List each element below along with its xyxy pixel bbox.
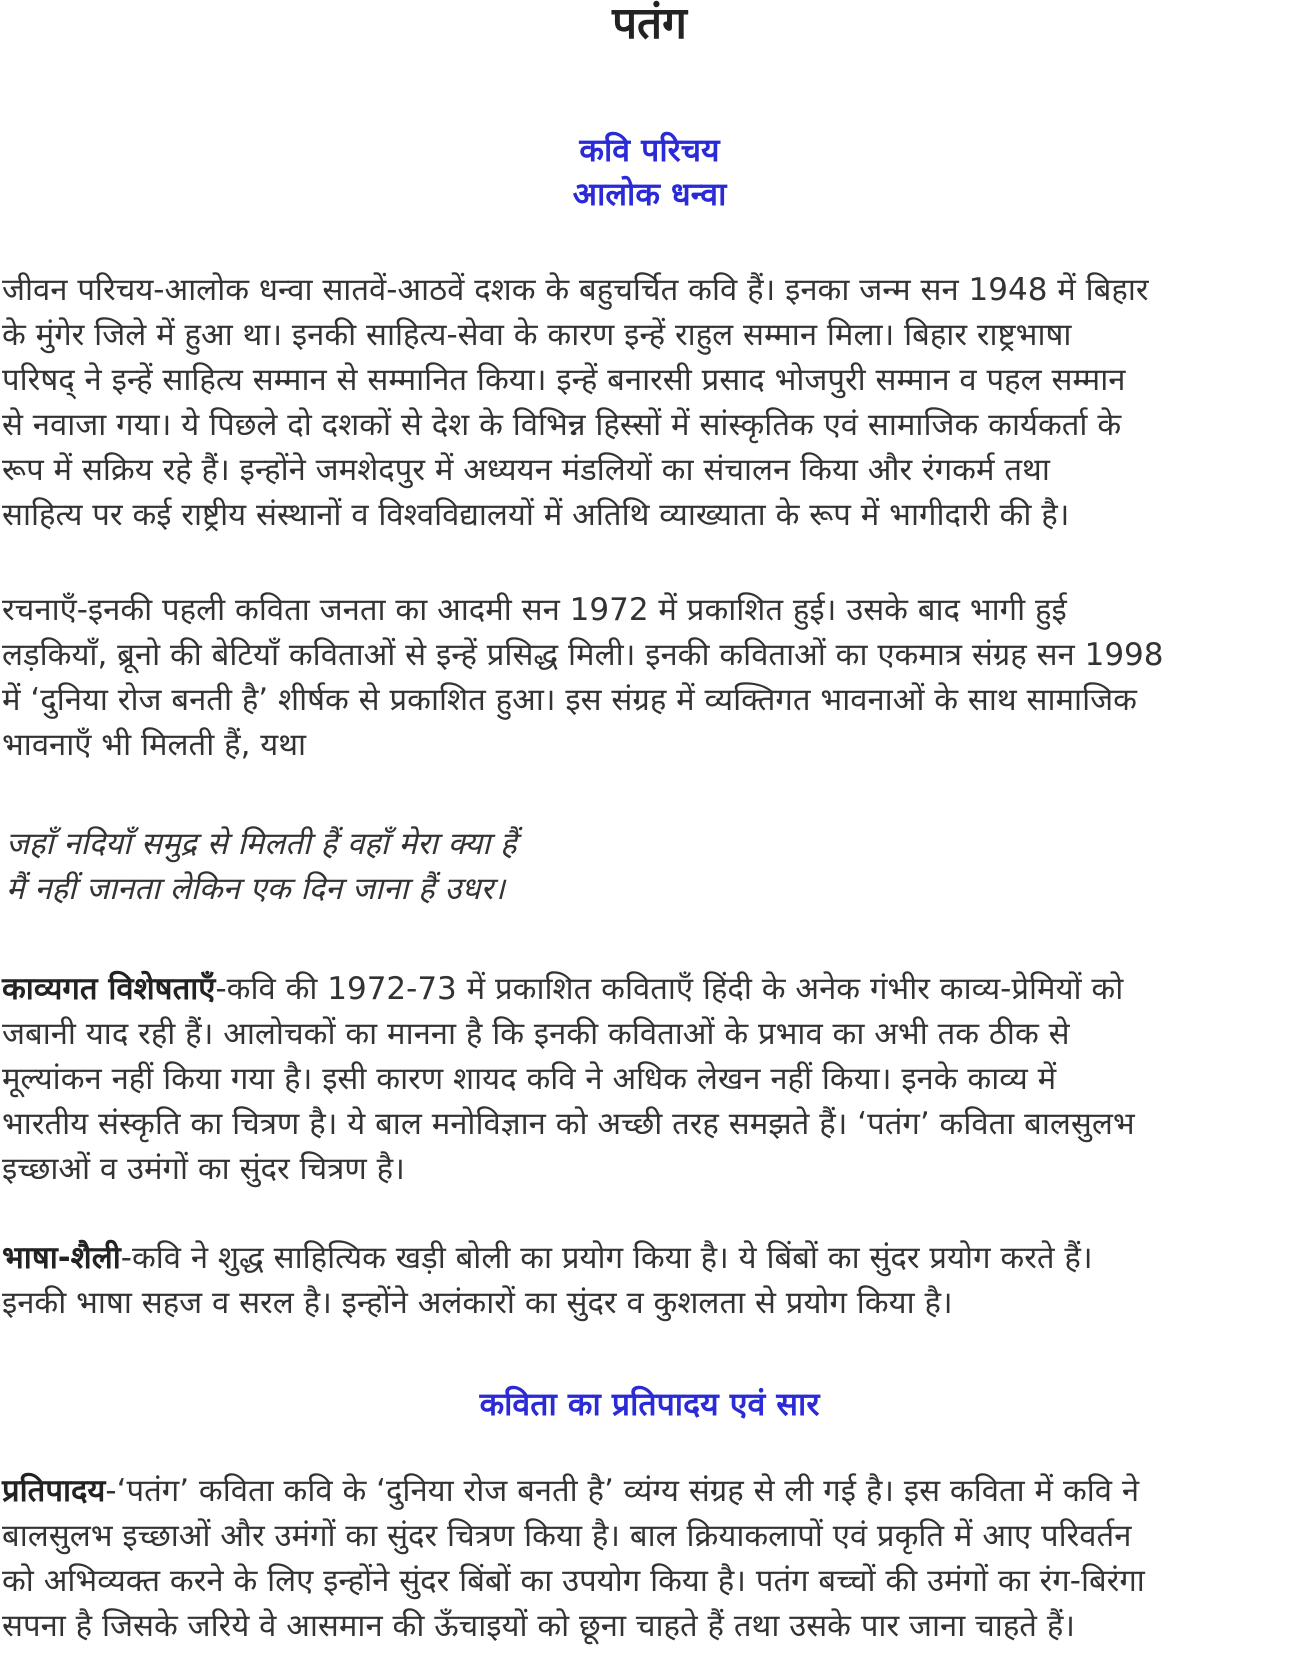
text-line: मूल्यांकन नहीं किया गया है। इसी कारण शायद कवि ने अधिक लेखन नहीं किया। इनके काव्य में bbox=[2, 1061, 1057, 1097]
text-line: सपना है जिसके जरिये वे आसमान की ऊँचाइयों को छूना चाहते हैं तथा उसके पार जाना चाहते हैं। bbox=[2, 1608, 1076, 1644]
text-line: साहित्य पर कई राष्ट्रीय संस्थानों व विश्वविद्यालयों में अतिथि व्याख्याता के रूप में भागीदारी की है। bbox=[2, 497, 1070, 533]
poem-line: मैं नहीं जानता लेकिन एक दिन जाना हैं उधर। bbox=[6, 871, 505, 907]
text-line: इच्छाओं व उमंगों का सुंदर चित्रण है। bbox=[2, 1151, 405, 1187]
text-line: भारतीय संस्कृति का चित्रण है। ये बाल मनोविज्ञान को अच्छी तरह समझते हैं। ‘पतंग’ कविता बालसुलभ bbox=[2, 1106, 1135, 1142]
text-line: के मुंगेर जिले में हुआ था। इनकी साहित्य-सेवा के कारण इन्हें राहुल सम्मान मिला। बिहार राष्ट्रभाषा bbox=[2, 317, 1072, 353]
page-title: पतंग bbox=[612, 0, 687, 49]
text-line: रूप में सक्रिय रहे हैं। इन्होंने जमशेदपुर में अध्ययन मंडलियों का संचालन किया और रंगकर्म तथा bbox=[2, 452, 1050, 488]
paragraph-kavyagat-visheshtayen bbox=[2, 967, 1299, 1192]
text-run: -कवि की 1972-73 में प्रकाशित कविताएँ हिंदी के अनेक गंभीर काव्य-प्रेमियों को bbox=[215, 971, 1124, 1007]
text-run: -कवि ने शुद्ध साहित्यिक खड़ी बोली का प्रयोग किया है। ये बिंबों का सुंदर प्रयोग करते हैं। bbox=[120, 1240, 1093, 1276]
poet-name-heading: आलोक धन्वा bbox=[572, 175, 727, 213]
text-line: रचनाएँ-इनकी पहली कविता जनता का आदमी सन 1972 में प्रकाशित हुई। उसके बाद भागी हुई bbox=[2, 592, 1067, 628]
text-line: इनकी भाषा सहज व सरल है। इन्होंने अलंकारों का सुंदर व कुशलता से प्रयोग किया है। bbox=[2, 1285, 953, 1321]
poem-excerpt bbox=[6, 822, 1299, 912]
paragraph-jeevan-parichay bbox=[2, 268, 1299, 538]
text-line: को अभिव्यक्त करने के लिए इन्होंने सुंदर बिंबों का उपयोग किया है। पतंग बच्चों की उमंगों का रंग-बिरंगा bbox=[2, 1563, 1145, 1599]
paragraph-lead: भाषा-शैली bbox=[2, 1240, 121, 1276]
text-line: लड़कियाँ, ब्रूनो की बेटियाँ कविताओं से इन्हें प्रसिद्ध मिली। इनकी कविताओं का एकमात्र संग्रह सन 1998 bbox=[2, 637, 1164, 673]
text-line: बालसुलभ इच्छाओं और उमंगों का सुंदर चित्रण किया है। बाल क्रियाकलापों एवं प्रकृति में आए परिवर्तन bbox=[2, 1518, 1132, 1554]
text-line: जबानी याद रही हैं। आलोचकों का मानना है कि इनकी कविताओं के प्रभाव का अभी तक ठीक से bbox=[2, 1016, 1070, 1052]
text-line: भावनाएँ भी मिलती हैं, यथा bbox=[2, 727, 307, 763]
section-heading-pratipadya-saar: कविता का प्रतिपादय एवं सार bbox=[479, 1385, 820, 1423]
text-line bbox=[2, 1236, 1299, 1281]
paragraph-pratipadya bbox=[2, 1469, 1299, 1649]
section-heading-kavi-parichay: कवि परिचय bbox=[579, 131, 720, 169]
text-line: जीवन परिचय-आलोक धन्वा सातवें-आठवें दशक के बहुचर्चित कवि हैं। इनका जन्म सन 1948 में बिहार bbox=[2, 272, 1149, 308]
paragraph-lead: प्रतिपादय bbox=[2, 1473, 106, 1509]
text-line: से नवाजा गया। ये पिछले दो दशकों से देश के विभिन्न हिस्सों में सांस्कृतिक एवं सामाजिक कार्यकर्ता के bbox=[2, 407, 1122, 443]
text-line: परिषद् ने इन्हें साहित्य सम्मान से सम्मानित किया। इन्हें बनारसी प्रसाद भोजपुरी सम्मान व पहल सम्मान bbox=[2, 362, 1126, 398]
text-line bbox=[2, 967, 1299, 1012]
paragraph-rachnayen bbox=[2, 588, 1299, 768]
paragraph-bhasha-shaili bbox=[2, 1236, 1299, 1326]
paragraph-lead: काव्यगत विशेषताएँ bbox=[2, 971, 216, 1007]
text-run: -‘पतंग’ कविता कवि के ‘दुनिया रोज बनती है’ व्यंग्य संग्रह से ली गई है। इस कविता में कवि ने bbox=[105, 1473, 1140, 1509]
text-line bbox=[2, 1469, 1299, 1514]
text-line: में ‘दुनिया रोज बनती है’ शीर्षक से प्रकाशित हुआ। इस संग्रह में व्यक्तिगत भावनाओं के साथ सामाजिक bbox=[2, 682, 1137, 718]
poem-line: जहाँ नदियाँ समुद्र से मिलती हैं वहाँ मेरा क्या हैं bbox=[6, 826, 517, 862]
